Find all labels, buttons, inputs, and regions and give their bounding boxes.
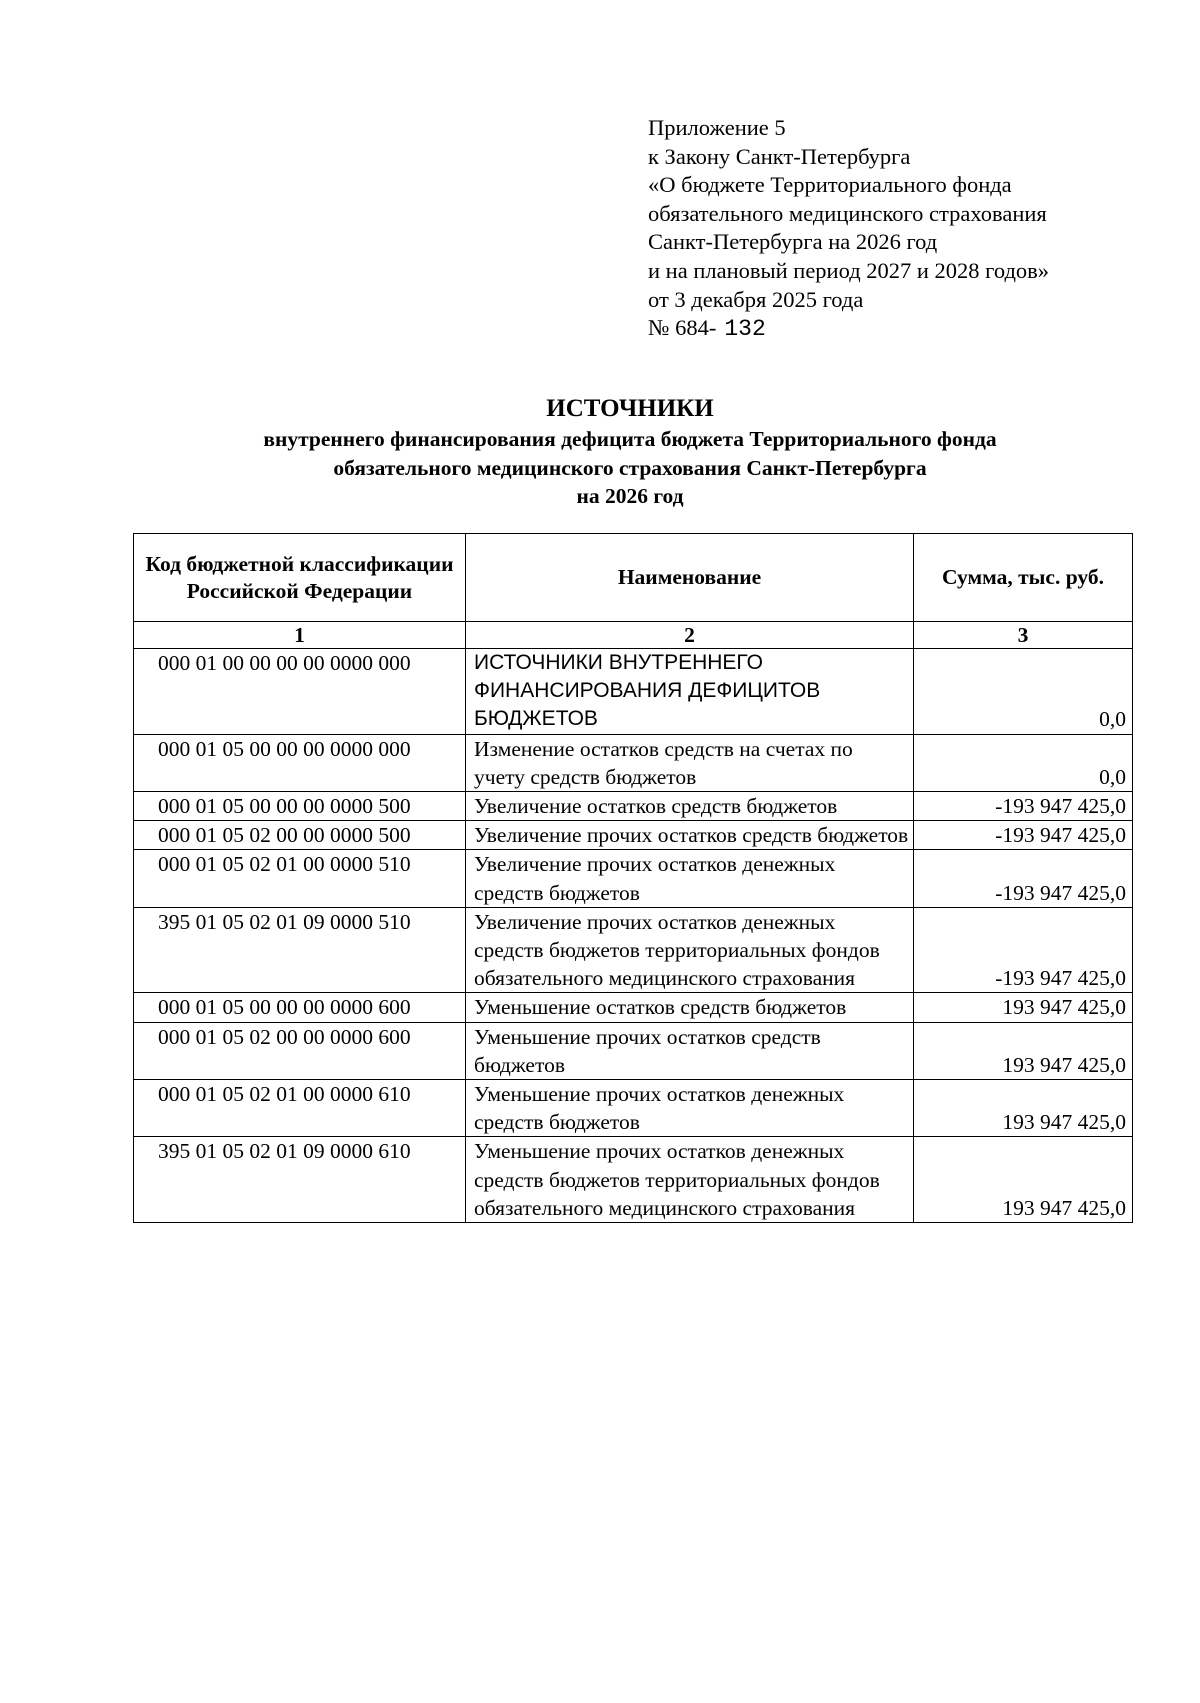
- row-name: Уменьшение прочих остатков денежных средств бюджетов: [466, 1080, 914, 1137]
- table-row: [134, 821, 1133, 850]
- title-main: ИСТОЧНИКИ: [546, 395, 714, 422]
- column-number: 1: [134, 622, 466, 649]
- row-sum: -193 947 425,0: [914, 850, 1133, 907]
- table-row: [134, 792, 1133, 821]
- row-name: ИСТОЧНИКИ ВНУТРЕННЕГО ФИНАНСИРОВАНИЯ ДЕФИЦИТОВ БЮДЖЕТОВ: [466, 649, 914, 735]
- row-code: 000 01 05 00 00 00 0000 500: [134, 792, 466, 821]
- header-code: Код бюджетной классификации Российской Федерации: [134, 534, 466, 622]
- row-name: Увеличение остатков средств бюджетов: [466, 792, 914, 821]
- appendix-line: к Закону Санкт-Петербурга: [648, 143, 911, 169]
- row-name: Изменение остатков средств на счетах по учету средств бюджетов: [466, 734, 914, 791]
- column-number-row: [134, 622, 1133, 649]
- table-row: [134, 734, 1133, 791]
- row-sum: -193 947 425,0: [914, 792, 1133, 821]
- law-number: [648, 314, 1049, 344]
- table-row: [134, 1080, 1133, 1137]
- row-code: 000 01 05 02 01 00 0000 610: [134, 1080, 466, 1137]
- row-code: 000 01 05 02 01 00 0000 510: [134, 850, 466, 907]
- law-number-handwritten: 132: [724, 316, 766, 343]
- appendix-line: «О бюджете Территориального фонда: [648, 172, 1012, 198]
- row-name: Увеличение прочих остатков денежных средств бюджетов: [466, 850, 914, 907]
- table-row: [134, 907, 1133, 993]
- row-sum: 193 947 425,0: [914, 993, 1133, 1022]
- row-code: 000 01 05 00 00 00 0000 000: [134, 734, 466, 791]
- table-header-row: [134, 534, 1133, 622]
- appendix-line: от 3 декабря 2025 года: [648, 286, 864, 312]
- row-sum: 0,0: [914, 734, 1133, 791]
- table-row: [134, 649, 1133, 735]
- row-name: Уменьшение остатков средств бюджетов: [466, 993, 914, 1022]
- title-sub-line: на 2026 год: [576, 484, 684, 508]
- row-name: Увеличение прочих остатков денежных средств бюджетов территориальных фондов обязательного медицинского страхования: [466, 907, 914, 993]
- table-row: [134, 1022, 1133, 1079]
- row-name: Уменьшение прочих остатков денежных средств бюджетов территориальных фондов обязательного медицинского страхования: [466, 1137, 914, 1223]
- appendix-block: [648, 114, 1049, 344]
- appendix-line: и на плановый период 2027 и 2028 годов»: [648, 257, 1050, 283]
- row-name: Уменьшение прочих остатков средств бюджетов: [466, 1022, 914, 1079]
- appendix-line: Санкт-Петербурга на 2026 год: [648, 229, 938, 255]
- header-name: Наименование: [466, 534, 914, 622]
- row-sum: 193 947 425,0: [914, 1080, 1133, 1137]
- row-name: Увеличение прочих остатков средств бюджетов: [466, 821, 914, 850]
- row-code: 000 01 00 00 00 00 0000 000: [134, 649, 466, 735]
- row-sum: 193 947 425,0: [914, 1022, 1133, 1079]
- row-code: 395 01 05 02 01 09 0000 610: [134, 1137, 466, 1223]
- appendix-line: обязательного медицинского страхования: [648, 200, 1047, 226]
- row-sum: -193 947 425,0: [914, 907, 1133, 993]
- budget-table: [133, 533, 1133, 1223]
- table-row: [134, 993, 1133, 1022]
- row-sum: 193 947 425,0: [914, 1137, 1133, 1223]
- table-row: [134, 850, 1133, 907]
- column-number: 2: [466, 622, 914, 649]
- column-number: 3: [914, 622, 1133, 649]
- table-row: [134, 1137, 1133, 1223]
- row-sum: -193 947 425,0: [914, 821, 1133, 850]
- row-code: 000 01 05 02 00 00 0000 600: [134, 1022, 466, 1079]
- title-sub-line: обязательного медицинского страхования Санкт-Петербурга: [333, 455, 927, 480]
- row-sum: 0,0: [914, 649, 1133, 735]
- row-code: 395 01 05 02 01 09 0000 510: [134, 907, 466, 993]
- law-number-prefix: № 684-: [648, 315, 717, 341]
- row-code: 000 01 05 02 00 00 0000 500: [134, 821, 466, 850]
- document-title: [130, 393, 1130, 511]
- title-sub-line: внутреннего финансирования дефицита бюджета Территориального фонда: [263, 427, 997, 451]
- appendix-line: Приложение 5: [648, 115, 786, 140]
- header-sum: Сумма, тыс. руб.: [914, 534, 1133, 622]
- row-code: 000 01 05 00 00 00 0000 600: [134, 993, 466, 1022]
